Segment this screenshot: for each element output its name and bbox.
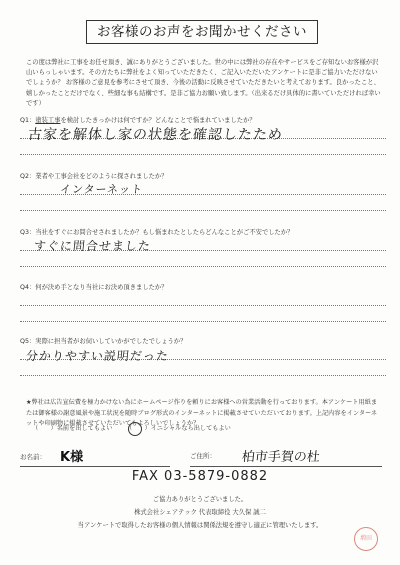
question-3-text: 当社をすぐにお問合せされましたか？もし悩まれたとしたらどんなことがご不安でしたか？ bbox=[35, 229, 294, 236]
name-value: K様 bbox=[60, 450, 84, 465]
answer-line bbox=[20, 321, 386, 322]
question-2-prefix: Q2： bbox=[20, 173, 36, 180]
question-4 bbox=[20, 283, 386, 329]
publication-notice: ★弊社は広告宣伝費を極力かけない為にホームページ作りを頼りにお客様への営業活動を行っております。本アンケート用紙または御客様の謝意風景や施工状況を随時ブログ形式のインターネットに掲載させていただいております。上記内容をインターネットや印刷物に掲載させていただいてもよろしいでしょうか？ bbox=[26, 399, 378, 427]
question-1-answer: 古家を解体し家の状態を確認したため bbox=[27, 127, 284, 143]
name-field bbox=[20, 448, 170, 467]
footer-company: 株式会社シェアテック 代表取締役 大久保 誠二 bbox=[134, 509, 266, 516]
question-5-answer: 分かりやすい説明だった bbox=[25, 349, 170, 363]
address-label: ご住所： bbox=[190, 452, 216, 460]
consent-option-name[interactable]: （ ）名前を出してもよい bbox=[32, 425, 113, 432]
question-1-text: を検討したきっかけは何ですか？どんなことで悩まれていましたか？ bbox=[60, 117, 256, 124]
question-1-underlined: 塗装工事 bbox=[35, 117, 61, 124]
question-3 bbox=[20, 228, 386, 274]
intro-text: この度は弊社に工事をお任せ頂き、誠にありがとうございました。世の中には弊社の存在やサービスをご存知ないお客様が沢山いらっしゃいます。その方たちに弊社をよく知っていただきたく、ご記入いただいたアンケートに是非ご協力いただけないでしょうか？ お客様のご意見を参考にさせて頂き、今後の活動に反映させていただきたいと考えております。良かったこと、嬉しかったことだけでなく、些細な事も結構です。是非ご協力お願い致します。（出来るだけ具体的に書いていただければ幸いです） bbox=[26, 59, 381, 107]
question-5 bbox=[20, 337, 386, 387]
question-5-text: 実際に担当者がお伺いしていかがでしたでしょうか？ bbox=[35, 338, 187, 345]
answer-line bbox=[20, 375, 386, 376]
question-4-text: 何が決め手となり当社にお決め頂きましたか？ bbox=[35, 284, 168, 291]
address-field bbox=[190, 448, 382, 467]
answer-line bbox=[20, 154, 386, 155]
selected-circle-mark bbox=[128, 422, 142, 436]
answer-line bbox=[20, 305, 386, 306]
fax-number: FAX 03-5879-0882 bbox=[131, 469, 269, 484]
question-2-text: 業者や工事会社をどのように探されましたか？ bbox=[35, 173, 168, 180]
question-5-label bbox=[20, 337, 386, 346]
question-3-answer: すぐに問合せました bbox=[33, 239, 152, 253]
question-3-label bbox=[20, 228, 386, 237]
question-2-answer: インターネット bbox=[59, 183, 144, 196]
question-1 bbox=[20, 116, 386, 164]
question-2 bbox=[20, 172, 386, 216]
name-label: お名前： bbox=[20, 453, 46, 461]
consent-option-initial[interactable]: （ ）イニシャルなら出してもよい bbox=[126, 425, 231, 432]
seal-stamp: 増田 bbox=[354, 527, 378, 551]
question-4-prefix: Q4： bbox=[20, 284, 36, 291]
question-2-label bbox=[20, 172, 386, 181]
answer-line bbox=[20, 266, 386, 267]
signature-row bbox=[20, 448, 382, 466]
question-5-prefix: Q5： bbox=[20, 338, 36, 345]
answer-line bbox=[20, 210, 386, 211]
question-1-prefix: Q1： bbox=[20, 117, 36, 124]
footer-thanks: ご協力ありがとうございました。 bbox=[152, 496, 248, 503]
address-value: 柏市手賀の杜 bbox=[241, 450, 321, 465]
page-title: お客様のお声をお聞かせください bbox=[86, 20, 318, 44]
question-3-prefix: Q3： bbox=[20, 229, 36, 236]
footer-privacy: 当アンケートで取得したお客様の個人情報は関係法規を遵守し適正に管理いたします。 bbox=[77, 522, 323, 529]
question-4-label bbox=[20, 283, 386, 292]
